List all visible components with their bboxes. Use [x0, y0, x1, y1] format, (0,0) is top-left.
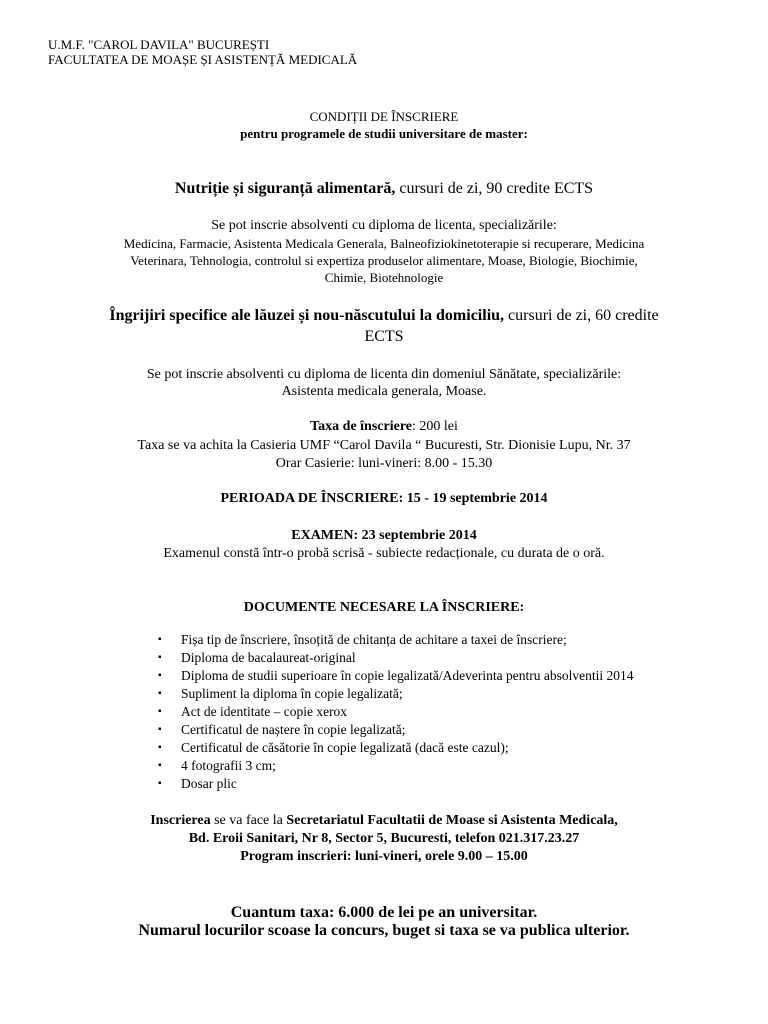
- bullet-icon: ▪: [158, 652, 162, 663]
- list-item: ▪ Certificatul de naștere în copie legalizată;: [158, 722, 406, 737]
- list-item: ▪ Certificatul de căsătorie în copie legalizată (dacă este cazul);: [158, 740, 509, 755]
- program-1-eligibility-line: Veterinara, Tehnologia, controlul si expertiza produselor alimentare, Moase, Biologie, Biochimie,: [130, 253, 638, 268]
- bullet-icon: ▪: [158, 670, 162, 681]
- list-item: ▪ 4 fotografii 3 cm;: [158, 758, 276, 773]
- bullet-icon: ▪: [158, 706, 162, 717]
- list-item: ▪ Fișa tip de înscriere, însoțită de chitanța de achitare a taxei de înscriere;: [158, 632, 567, 647]
- list-item: ▪ Supliment la diploma în copie legalizată;: [158, 686, 403, 701]
- program-2-name: Îngrijiri specifice ale lăuzei și nou-născutului la domiciliu,: [109, 307, 505, 324]
- program-1-name: Nutriție și siguranță alimentară,: [174, 180, 396, 197]
- program-2-eligibility-line: Asistenta medicala generala, Moase.: [281, 384, 487, 399]
- document-title: CONDIȚII DE ÎNSCRIERE: [309, 109, 459, 124]
- registration-address: Bd. Eroii Sanitari, Nr 8, Sector 5, Bucuresti, telefon 021.317.23.27: [188, 831, 580, 846]
- fee-payment-info: Taxa se va achita la Casieria UMF “Carol Davila “ Bucuresti, Str. Dionisie Lupu, Nr. 37: [137, 438, 631, 453]
- exam-date: EXAMEN: 23 septembrie 2014: [291, 528, 477, 543]
- registration-location: Inscrierea se va face la Secretariatul Facultatii de Moase si Asistenta Medicala,: [150, 813, 618, 828]
- program-1-heading: [0, 179, 768, 199]
- fee-line: [0, 418, 768, 435]
- registration-period: PERIOADA DE ÎNSCRIERE: 15 - 19 septembrie 2014: [220, 491, 548, 506]
- exam-description: Examenul constă într-o probă scrisă - subiecte redacționale, cu durata de o oră.: [163, 546, 605, 561]
- program-2-details-line2: ECTS: [364, 328, 404, 345]
- bullet-icon: ▪: [158, 760, 162, 771]
- bullet-icon: ▪: [158, 742, 162, 753]
- program-2-details: cursuri de zi, 60 credite: [504, 307, 659, 324]
- list-item: ▪ Diploma de studii superioare în copie legalizată/Adeverinta pentru absolventii 2014: [158, 668, 634, 683]
- places-notice: Numarul locurilor scoase la concurs, buget si taxa se va publica ulterior.: [138, 922, 630, 939]
- program-1-details: cursuri de zi, 90 credite ECTS: [395, 180, 594, 197]
- fee-value: : 200 lei: [412, 419, 458, 434]
- documents-list: [158, 631, 634, 793]
- document-subtitle: pentru programele de studii universitare de master:: [240, 126, 528, 141]
- program-1-eligibility-intro: Se pot inscrie absolventi cu diploma de licenta, specializările:: [211, 218, 557, 233]
- bullet-icon: ▪: [158, 634, 162, 645]
- institution-name: U.M.F. "CAROL DAVILA" BUCUREȘTI: [48, 37, 270, 52]
- program-1-eligibility-line: Medicina, Farmacie, Asistenta Medicala Generala, Balneofiziokinetoterapie si recuperare, Medicina: [123, 236, 645, 251]
- fee-label: Taxa de înscriere: [310, 419, 412, 434]
- program-1-eligibility-line: Chimie, Biotehnologie: [324, 270, 444, 285]
- documents-title: DOCUMENTE NECESARE LA ÎNSCRIERE:: [243, 600, 525, 615]
- list-item: ▪ Act de identitate – copie xerox: [158, 704, 348, 719]
- list-item: ▪ Dosar plic: [158, 776, 237, 791]
- bullet-icon: ▪: [158, 688, 162, 699]
- faculty-name: FACULTATEA DE MOAȘE ȘI ASISTENȚĂ MEDICALĂ: [48, 52, 358, 67]
- cashier-hours: Orar Casierie: luni-vineri: 8.00 - 15.30: [275, 456, 493, 471]
- program-2-heading: [0, 306, 768, 326]
- bullet-icon: ▪: [158, 778, 162, 789]
- list-item: ▪ Diploma de bacalaureat-original: [158, 650, 356, 665]
- tuition-fee: Cuantum taxa: 6.000 de lei pe an universitar.: [230, 904, 538, 921]
- bullet-icon: ▪: [158, 724, 162, 735]
- registration-hours: Program inscrieri: luni-vineri, orele 9.00 – 15.00: [240, 849, 528, 864]
- program-2-eligibility-intro: Se pot inscrie absolventi cu diploma de licenta din domeniul Sănătate, specializările:: [146, 367, 622, 382]
